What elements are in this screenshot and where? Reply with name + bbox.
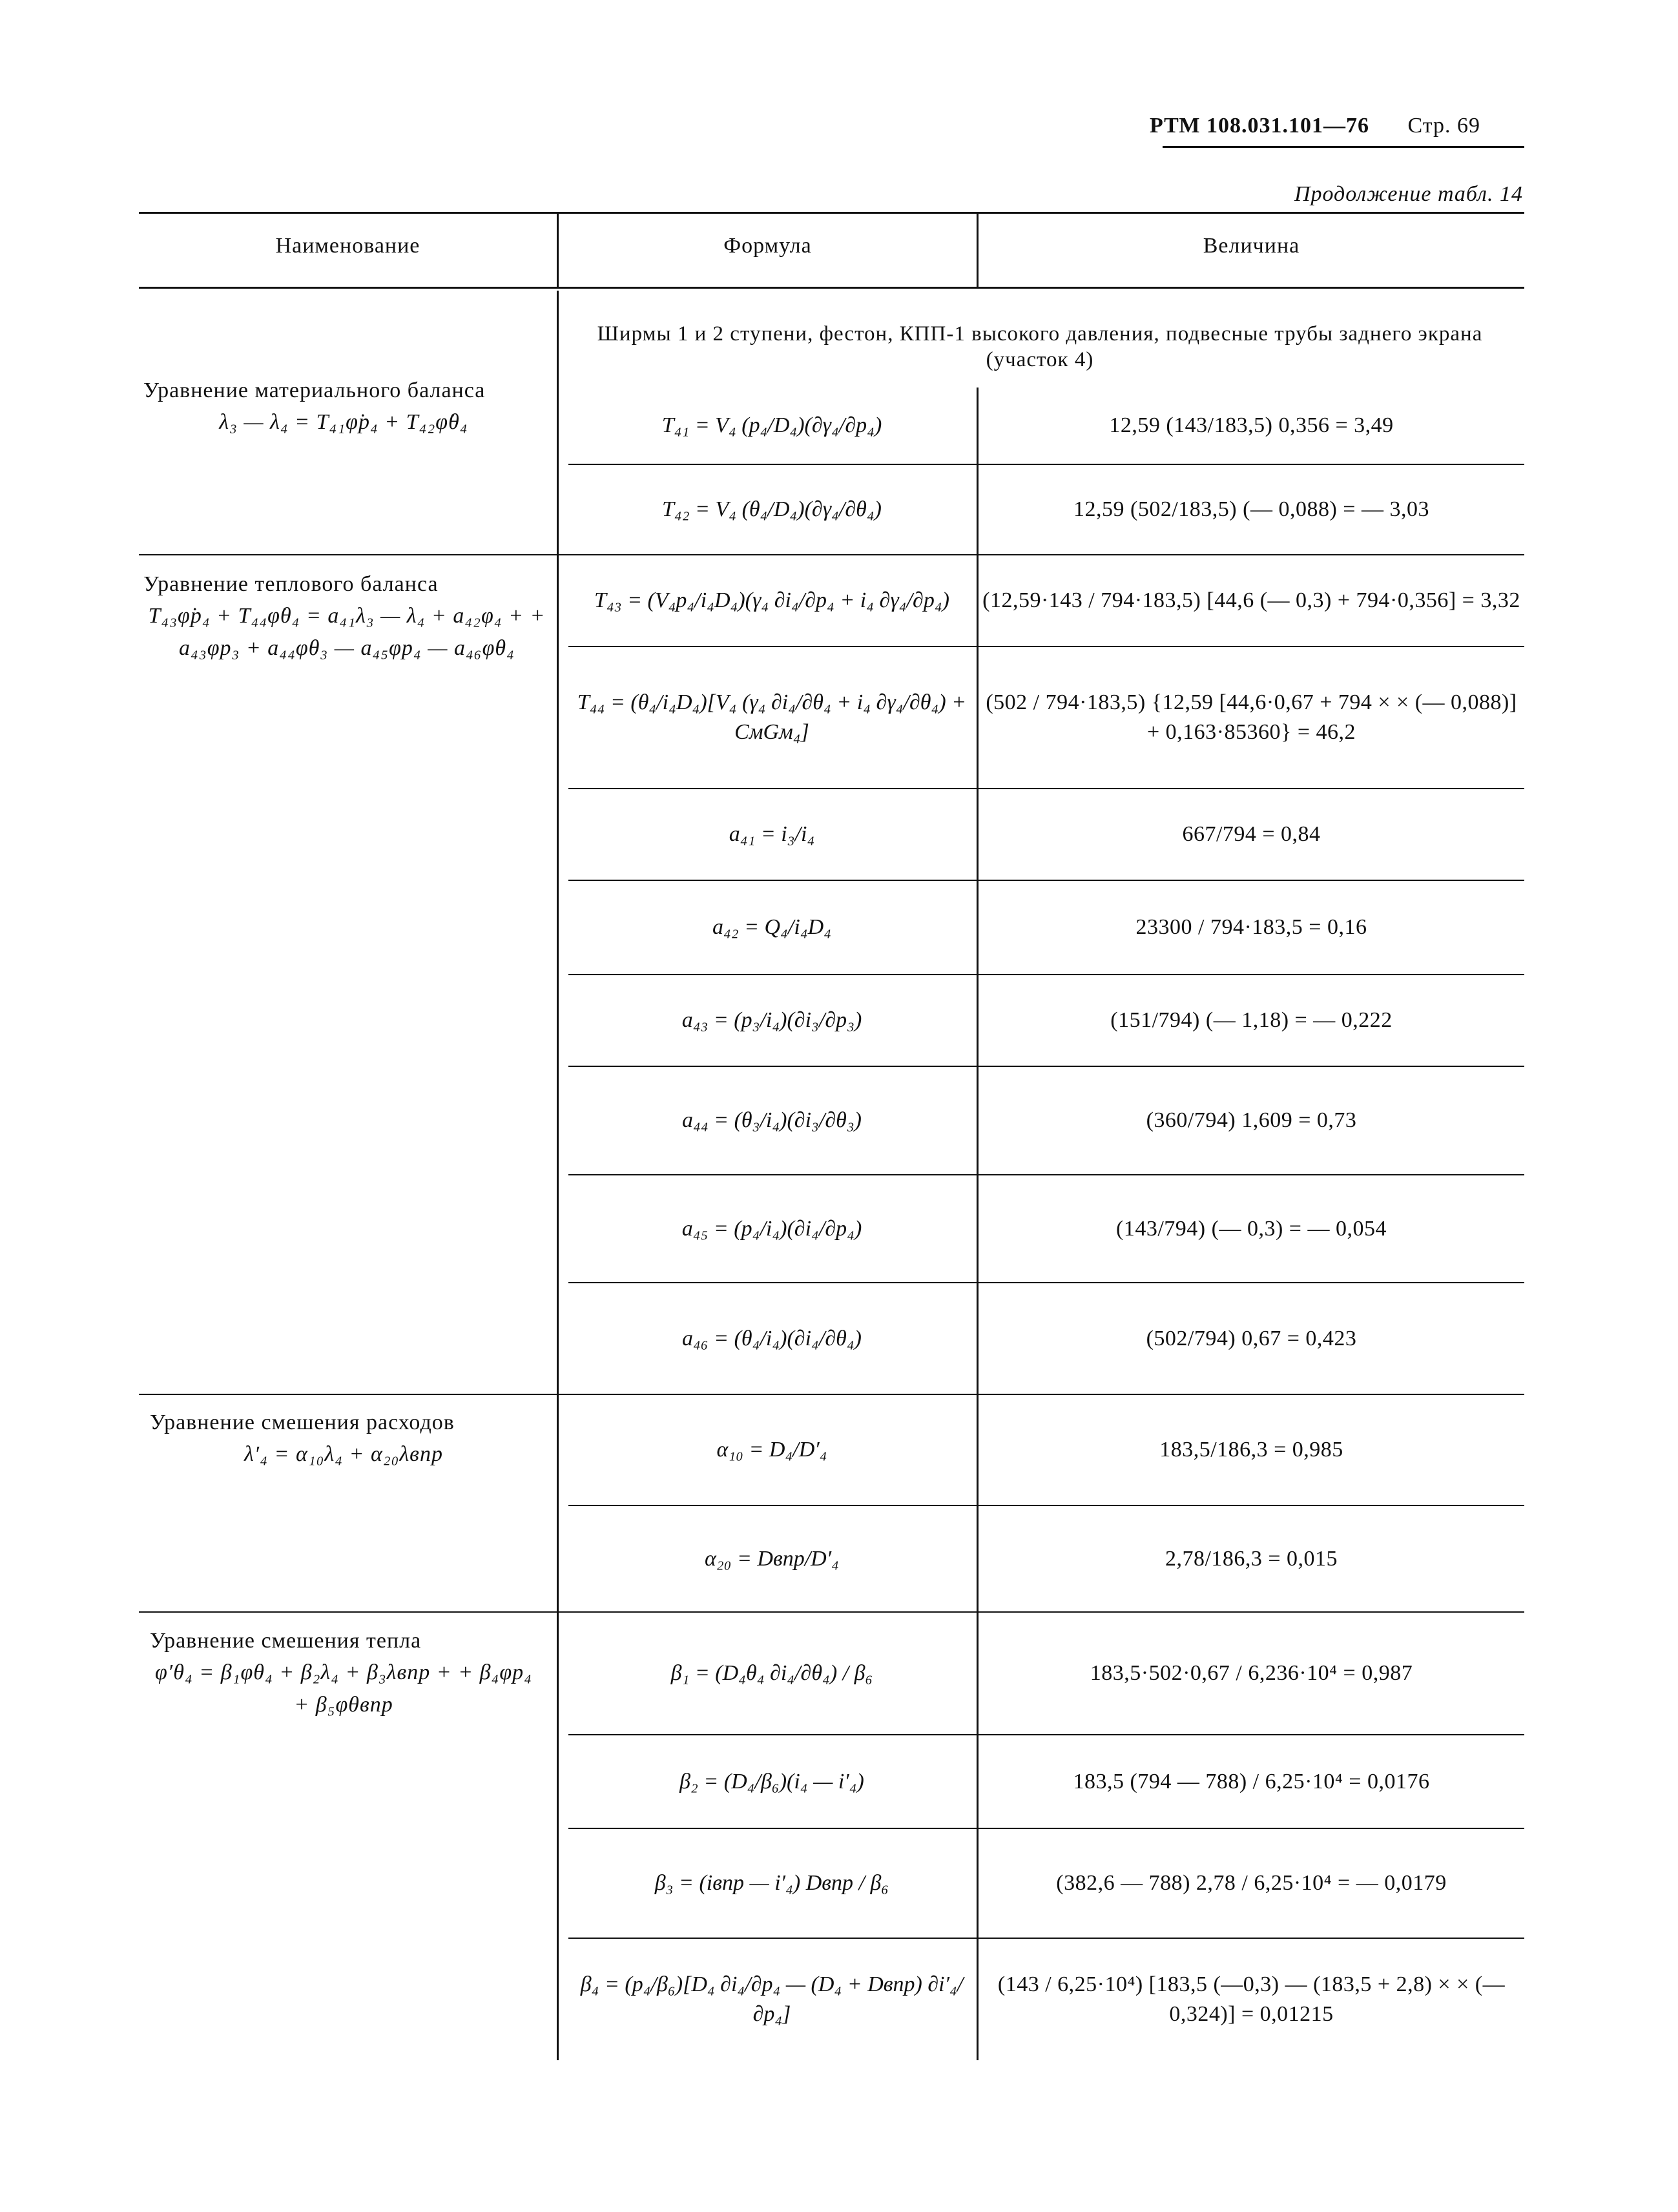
value-cell: (382,6 — 788) 2,78 / 6,25·10⁴ = — 0,0179 bbox=[1056, 1871, 1447, 1896]
header-rule bbox=[1163, 146, 1524, 148]
value-cell: (360/794) 1,609 = 0,73 bbox=[1146, 1108, 1357, 1133]
group-material-balance bbox=[143, 375, 544, 439]
group-equation: λ′₄ = α₁₀λ₄ + α₂₀λвпр bbox=[244, 1442, 443, 1467]
formula-cell: a₄₂ = Q₄/i₄D₄ bbox=[712, 915, 832, 940]
column-header-value: Величина bbox=[1203, 234, 1300, 258]
value-column-left-border bbox=[977, 388, 979, 2060]
formula-cell: β₃ = (iвпр — i′₄) Dвпр / β₆ bbox=[654, 1871, 889, 1896]
group-equation: λ₃ — λ₄ = T₄₁φ̇p₄ + T₄₂φ̇θ₄ bbox=[219, 410, 468, 435]
value-cell: (502/794) 0,67 = 0,423 bbox=[1146, 1326, 1357, 1350]
group-heat-mixing bbox=[150, 1625, 537, 1721]
value-cell: (502 / 794·183,5) {12,59 [44,6·0,67 + 794 × × (— 0,088)] + 0,163·85360} = 46,2 bbox=[986, 690, 1517, 744]
formula-cell: α₁₀ = D₄/D′₄ bbox=[716, 1438, 827, 1462]
formula-cell: a₄₃ = (p₃/i₄)(∂i₃/∂p₃) bbox=[681, 1008, 862, 1033]
value-cell: 23300 / 794·183,5 = 0,16 bbox=[1135, 915, 1367, 940]
value-cell: (151/794) (— 1,18) = — 0,222 bbox=[1110, 1008, 1393, 1033]
group-heat-balance bbox=[143, 568, 550, 664]
formula-cell: a₄₁ = i₃/i₄ bbox=[729, 822, 815, 847]
formula-cell: β₄ = (p₄/β₆)[D₄ ∂i₄/∂p₄ — (D₄ + Dвпр) ∂i′₄/∂p₄] bbox=[580, 1972, 964, 2026]
document-code: РТМ 108.031.101—76 bbox=[1150, 114, 1370, 138]
column-header-formula: Формула bbox=[723, 234, 812, 258]
value-cell: 183,5·502·0,67 / 6,236·10⁴ = 0,987 bbox=[1090, 1661, 1413, 1686]
value-cell: 2,78/186,3 = 0,015 bbox=[1165, 1546, 1338, 1571]
group-name: Уравнение теплового баланса bbox=[143, 572, 439, 596]
formula-cell: a₄₆ = (θ₄/i₄)(∂i₄/∂θ₄) bbox=[682, 1326, 862, 1350]
group-name: Уравнение материального баланса bbox=[143, 378, 486, 402]
page-number: Стр. 69 bbox=[1407, 114, 1481, 138]
value-cell: 12,59 (143/183,5) 0,356 = 3,49 bbox=[1109, 413, 1394, 438]
formula-cell: T₄₂ = V₄ (θ₄/D₄)(∂γ₄/∂θ₄) bbox=[662, 497, 882, 522]
value-cell: 183,5 (794 — 788) / 6,25·10⁴ = 0,0176 bbox=[1073, 1769, 1430, 1793]
table-header-rule bbox=[139, 287, 1524, 289]
value-cell: 12,59 (502/183,5) (— 0,088) = — 3,03 bbox=[1073, 497, 1429, 522]
formula-cell: T₄₃ = (V₄p₄/i₄D₄)(γ₄ ∂i₄/∂p₄ + i₄ ∂γ₄/∂p₄) bbox=[594, 588, 949, 613]
formula-cell: T₄₄ = (θ₄/i₄D₄)[V₄ (γ₄ ∂i₄/∂θ₄ + i₄ ∂γ₄/∂θ₄) + CмGм₄] bbox=[577, 690, 967, 744]
formula-cell: a₄₄ = (θ₃/i₄)(∂i₃/∂θ₃) bbox=[682, 1108, 862, 1133]
table-top-rule bbox=[139, 212, 1524, 214]
value-cell: 667/794 = 0,84 bbox=[1182, 822, 1321, 847]
group-name: Уравнение смешения тепла bbox=[150, 1629, 422, 1653]
value-cell: 183,5/186,3 = 0,985 bbox=[1159, 1438, 1343, 1462]
formula-column-left-border bbox=[557, 291, 559, 2060]
formula-cell: T₄₁ = V₄ (p₄/D₄)(∂γ₄/∂p₄) bbox=[661, 413, 882, 438]
formula-cell: a₄₅ = (p₄/i₄)(∂i₄/∂p₄) bbox=[681, 1216, 862, 1241]
section-title: Ширмы 1 и 2 ступени, фестон, КПП-1 высокого давления, подвесные трубы заднего экрана (участок 4) bbox=[597, 322, 1483, 371]
formula-cell: β₁ = (D₄θ₄ ∂i₄/∂θ₄) / β₆ bbox=[670, 1661, 873, 1686]
group-name: Уравнение смешения расходов bbox=[150, 1411, 455, 1434]
column-header-name: Наименование bbox=[275, 234, 420, 258]
formula-cell: α₂₀ = Dвпр/D′₄ bbox=[704, 1546, 839, 1571]
value-cell: (143 / 6,25·10⁴) [183,5 (—0,3) — (183,5 + 2,8) × × (— 0,324)] = 0,01215 bbox=[997, 1972, 1506, 2026]
group-equation: T₄₃φ̇p₄ + T₄₄φ̇θ₄ = a₄₁λ₃ — λ₄ + a₄₂φ₄ + + a₄₃φp₃ + a₄₄φθ₃ — a₄₅φp₄ — a₄₆φθ₄ bbox=[148, 604, 546, 660]
document-header bbox=[1150, 114, 1480, 138]
group-flow-mixing bbox=[150, 1407, 537, 1471]
formula-cell: β₂ = (D₄/β₆)(i₄ — i′₄) bbox=[679, 1769, 864, 1793]
group-equation: φ′θ₄ = β₁φθ₄ + β₂λ₄ + β₃λвпр + + β₄φp₄ + β₅φθвпр bbox=[155, 1660, 532, 1717]
value-cell: (12,59·143 / 794·183,5) [44,6 (— 0,3) + 794·0,356] = 3,32 bbox=[982, 588, 1520, 613]
table-continuation-caption: Продолжение табл. 14 bbox=[1294, 182, 1523, 206]
value-cell: (143/794) (— 0,3) = — 0,054 bbox=[1116, 1216, 1387, 1241]
